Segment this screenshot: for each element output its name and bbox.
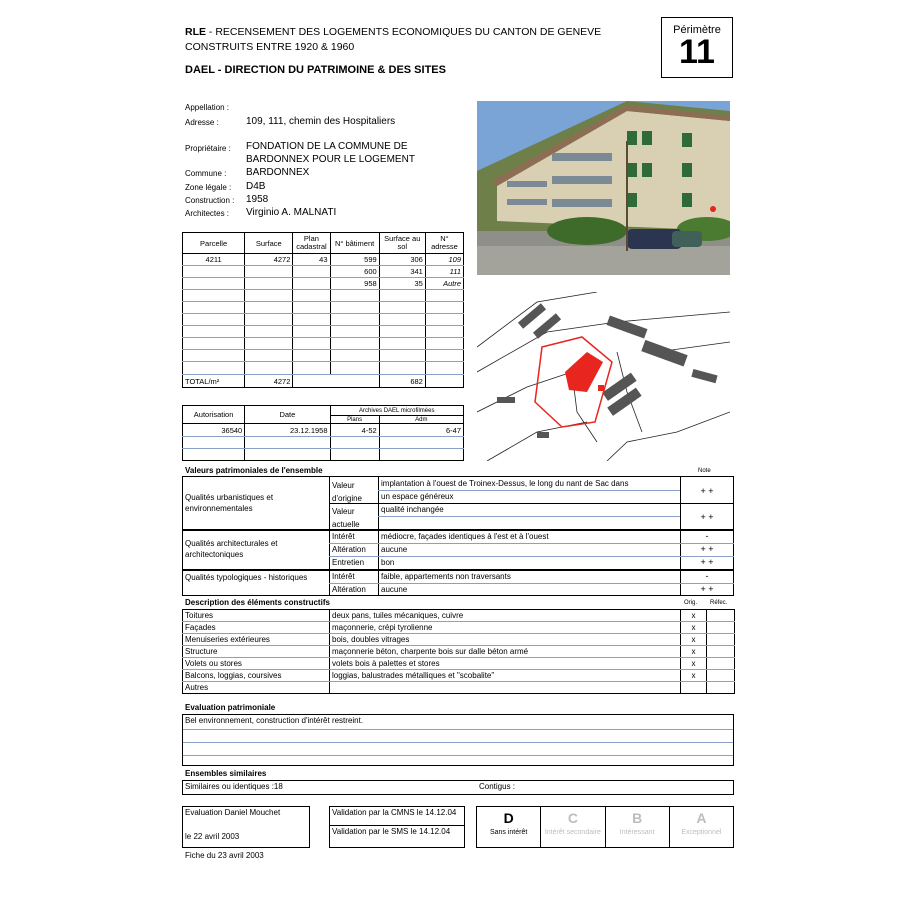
typo-note-interet: - — [705, 571, 709, 581]
commune-value: BARDONNEX — [246, 167, 310, 178]
table-row — [183, 362, 464, 375]
table-row — [183, 670, 735, 682]
perimetre-label: Périmètre — [673, 24, 721, 36]
perimetre-value: 11 — [679, 33, 715, 71]
constructif-orig: x — [681, 610, 707, 622]
archi-note-alteration: + + — [700, 544, 714, 554]
evaluation-box — [182, 714, 734, 766]
constructif-orig: x — [681, 646, 707, 658]
evaluation-title: Evaluation patrimoniale — [185, 703, 276, 712]
table-row — [183, 254, 464, 266]
table-row — [183, 682, 735, 694]
auth-plans: 4-52 — [330, 424, 379, 437]
table-row — [183, 634, 735, 646]
table-row — [183, 449, 464, 461]
cadastral-map — [477, 292, 730, 461]
grade-a — [670, 807, 733, 847]
typo-value-alteration: aucune — [381, 585, 408, 594]
surface-cell — [245, 266, 293, 278]
constructif-key: Façades — [183, 622, 330, 634]
parcel-header-sol: Surface au sol — [379, 233, 425, 254]
zone-label: Zone légale : — [185, 183, 232, 192]
urban-label: Qualités urbanistiques et environnementales — [185, 493, 274, 513]
proprietaire-label: Propriétaire : — [185, 144, 231, 153]
archi-note-entretien: + + — [700, 557, 714, 567]
proprietaire-value-1: FONDATION DE LA COMMUNE DE — [246, 141, 408, 152]
plan-cell — [293, 278, 330, 290]
constructif-orig: x — [681, 622, 707, 634]
constructif-value: deux pans, tuiles mécaniques, cuivre — [330, 610, 681, 622]
urban-value-origine-2: un espace généreux — [381, 492, 454, 501]
archi-key-alteration: Altération — [332, 545, 366, 554]
note-label: Note — [698, 468, 711, 474]
archi-value-alteration: aucune — [381, 545, 408, 554]
grade-box — [476, 806, 734, 848]
building-photo — [477, 101, 730, 275]
construction-label: Construction : — [185, 196, 235, 205]
header-line2: CONSTRUITS ENTRE 1920 & 1960 — [185, 41, 355, 53]
orig-label: Orig. — [684, 600, 698, 606]
table-row — [183, 266, 464, 278]
parcel-header-plan: Plan cadastral — [293, 233, 330, 254]
urban-key-actuelle: Valeur actuelle — [332, 507, 360, 529]
proprietaire-value-2: BARDONNEX POUR LE LOGEMENT — [246, 154, 415, 165]
total-surface: 4272 — [245, 375, 293, 388]
constructif-key: Balcons, loggias, coursives — [183, 670, 330, 682]
grade-c — [541, 807, 605, 847]
table-row — [183, 437, 464, 449]
grade-letter: A — [696, 810, 707, 826]
typo-key-alteration: Altération — [332, 585, 366, 594]
ensembles-box — [182, 780, 734, 795]
parcel-table — [182, 232, 464, 388]
table-row — [183, 302, 464, 314]
parcel-header-adresse: N° adresse — [425, 233, 463, 254]
archi-key-interet: Intérêt — [332, 532, 355, 541]
parcel-cell — [183, 266, 245, 278]
total-label: TOTAL/m² — [183, 375, 245, 388]
dael-title: DAEL - DIRECTION DU PATRIMOINE & DES SITES — [185, 64, 446, 76]
parcel-header-surface: Surface — [245, 233, 293, 254]
constructif-orig: x — [681, 670, 707, 682]
total-sol: 682 — [379, 375, 425, 388]
validation-sms: Validation par le SMS le 14.12.04 — [332, 827, 451, 836]
evaluation-date: le 22 avril 2003 — [185, 832, 240, 841]
parcel-cell — [183, 278, 245, 290]
table-row — [183, 290, 464, 302]
header-line1: RLE - RECENSEMENT DES LOGEMENTS ECONOMIQUES DU CANTON DE GENEVE — [185, 26, 602, 38]
adresse-cell: 109 — [425, 254, 463, 266]
grade-d — [477, 807, 541, 847]
table-row — [183, 424, 464, 437]
typo-key-interet: Intérêt — [332, 572, 355, 581]
grade-label: Sans intérêt — [489, 829, 528, 836]
constructif-orig — [681, 682, 707, 694]
grade-label: Intérêt secondaire — [544, 829, 601, 836]
adresse-cell: Autre — [425, 278, 463, 290]
table-row — [183, 326, 464, 338]
plan-cell — [293, 266, 330, 278]
grade-letter: C — [567, 810, 578, 826]
plan-cell: 43 — [293, 254, 330, 266]
typo-note-alteration: + + — [700, 584, 714, 594]
table-row — [183, 278, 464, 290]
similaires-text: Similaires ou identiques :18 — [185, 782, 283, 791]
constructif-orig: x — [681, 658, 707, 670]
constructifs-table — [182, 609, 735, 694]
batiment-cell: 600 — [330, 266, 379, 278]
table-row — [183, 658, 735, 670]
grade-label: Intéressant — [619, 829, 655, 836]
constructif-value — [330, 682, 681, 694]
total-row — [183, 375, 464, 388]
validation-box — [329, 806, 465, 848]
constructif-value: volets bois à palettes et stores — [330, 658, 681, 670]
grade-letter: B — [632, 810, 643, 826]
constructif-value: maçonnerie béton, charpente bois sur dalle béton armé — [330, 646, 681, 658]
archi-value-entretien: bon — [381, 558, 395, 567]
constructif-orig: x — [681, 634, 707, 646]
batiment-cell: 599 — [330, 254, 379, 266]
auth-header-date: Date — [245, 406, 330, 424]
archi-value-interet: médiocre, façades identiques à l'est et à l'ouest — [381, 532, 549, 541]
table-row — [183, 338, 464, 350]
zone-value: D4B — [246, 181, 266, 192]
refec-label: Réfec. — [710, 600, 728, 606]
parcel-cell: 4211 — [183, 254, 245, 266]
constructifs-title: Description des éléments constructifs — [185, 598, 330, 607]
auth-date: 23.12.1958 — [245, 424, 330, 437]
table-row — [183, 610, 735, 622]
auth-header-plans: Plans — [330, 416, 379, 424]
appellation-label: Appellation : — [185, 103, 230, 112]
fiche-date: Fiche du 23 avril 2003 — [185, 851, 264, 860]
sol-cell: 341 — [379, 266, 425, 278]
auth-header-adm: Adm — [379, 416, 463, 424]
parcel-header-parcelle: Parcelle — [183, 233, 245, 254]
archi-label: Qualités architecturales et architectoniques — [185, 539, 278, 559]
auth-adm: 6-47 — [379, 424, 463, 437]
urban-key-origine: Valeur d'origine — [332, 481, 362, 503]
surface-cell: 4272 — [245, 254, 293, 266]
urban-note-actuelle: + + — [700, 512, 714, 522]
archi-note-interet: - — [705, 531, 709, 541]
grade-letter: D — [503, 810, 514, 826]
typo-label: Qualités typologiques - historiques — [185, 573, 308, 582]
constructif-key: Menuiseries extérieures — [183, 634, 330, 646]
authorisation-table — [182, 405, 464, 461]
surface-cell — [245, 278, 293, 290]
table-row — [183, 314, 464, 326]
adresse-cell: 111 — [425, 266, 463, 278]
sol-cell: 306 — [379, 254, 425, 266]
valeurs-title: Valeurs patrimoniales de l'ensemble — [185, 466, 323, 475]
validation-cmns: Validation par la CMNS le 14.12.04 — [330, 807, 464, 826]
constructif-value: bois, doubles vitrages — [330, 634, 681, 646]
auth-header-autorisation: Autorisation — [183, 406, 245, 424]
constructif-key: Autres — [183, 682, 330, 694]
constructif-key: Volets ou stores — [183, 658, 330, 670]
grade-label: Exceptionnel — [681, 829, 722, 836]
contigus-text: Contigus : — [479, 782, 516, 791]
table-row — [183, 646, 735, 658]
sol-cell: 35 — [379, 278, 425, 290]
urban-value-origine-1: implantation à l'ouest de Troinex-Dessus, le long du nant de Sac dans — [381, 479, 629, 488]
auth-header-archives: Archives DAEL microfilmées — [330, 406, 463, 416]
adresse-value: 109, 111, chemin des Hospitaliers — [246, 116, 396, 127]
evaluation-author: Evaluation Daniel Mouchet — [185, 808, 281, 817]
constructif-value: loggias, balustrades métalliques et "scobalite" — [330, 670, 681, 682]
ensembles-title: Ensembles similaires — [185, 769, 267, 778]
table-row — [183, 350, 464, 362]
architectes-value: Virginio A. MALNATI — [246, 207, 337, 218]
constructif-key: Toitures — [183, 610, 330, 622]
grade-b — [606, 807, 670, 847]
evaluation-text: Bel environnement, construction d'intérêt restreint. — [183, 715, 733, 730]
urban-note-origine: + + — [700, 486, 714, 496]
auth-autorisation: 36540 — [183, 424, 245, 437]
architectes-label: Architectes : — [185, 209, 230, 218]
batiment-cell: 958 — [330, 278, 379, 290]
urban-value-actuelle: qualité inchangée — [381, 505, 444, 514]
constructif-value: maçonnerie, crépi tyrolienne — [330, 622, 681, 634]
commune-label: Commune : — [185, 169, 227, 178]
typo-value-interet: faible, appartements non traversants — [381, 572, 511, 581]
perimetre-box — [661, 17, 733, 78]
archi-key-entretien: Entretien — [332, 558, 365, 567]
constructif-key: Structure — [183, 646, 330, 658]
adresse-label: Adresse : — [185, 118, 219, 127]
construction-value: 1958 — [246, 194, 269, 205]
evaluation-author-box — [182, 806, 310, 848]
parcel-header-batiment: N° bâtiment — [330, 233, 379, 254]
table-row — [183, 622, 735, 634]
